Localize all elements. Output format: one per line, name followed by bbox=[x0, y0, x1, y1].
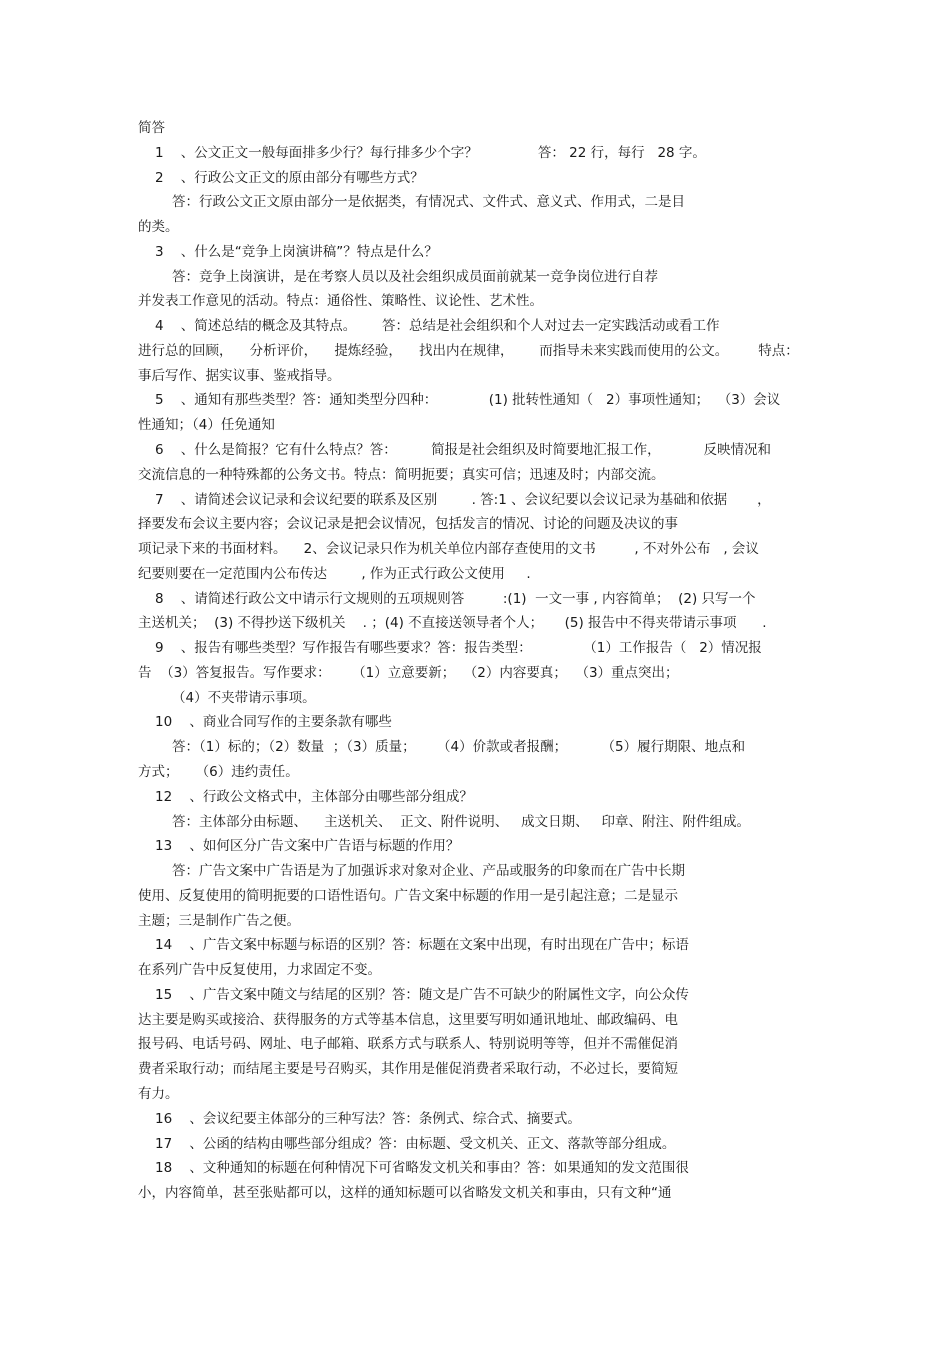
text-line: 3 、什么是“竞争上岗演讲稿”？特点是什么？ bbox=[155, 243, 438, 260]
text-line: 事后写作、据实议事、鉴戒指导。 bbox=[138, 367, 341, 384]
text-line: 8 、请简述行政公文中请示行文规则的五项规则答 :(1) 一文一事 , 内容简单； (2) 只写一个 bbox=[155, 590, 756, 607]
text-line: 14 、广告文案中标题与标语的区别？答：标题在文案中出现，有时出现在广告中；标语 bbox=[155, 937, 689, 954]
text-line: 小，内容简单，甚至张贴都可以，这样的通知标题可以省略发文机关和事由，只有文种“通 bbox=[138, 1185, 672, 1202]
text-line: 6 、什么是简报？它有什么特点？答： 简报是社会组织及时简要地汇报工作， 反映情况和 bbox=[155, 442, 771, 458]
text-line: 答：主体部分由标题、 主送机关、 正文、附件说明、 成文日期、 印章、附注、附件组成。 bbox=[172, 813, 750, 830]
text-line: 主送机关； (3) 不得抄送下级机关 . ；(4) 不直接送领导者个人； (5) 报告中不得夹带请示事项 . bbox=[138, 615, 767, 632]
text-line: 5 、通知有那些类型？答：通知类型分四种： (1) 批转性通知（ 2）事项性通知； （3）会议 bbox=[155, 392, 781, 409]
text-line: 在系列广告中反复使用，力求固定不变。 bbox=[138, 962, 381, 979]
text-line: 告 （3）答复报告。写作要求： （1）立意要新； （2）内容要真； （3）重点突出； bbox=[138, 664, 679, 681]
text-line: 使用、反复使用的简明扼要的口语性语句。广告文案中标题的作用一是引起注意；二是显示 bbox=[138, 887, 678, 904]
text-line: 10 、商业合同写作的主要条款有哪些 bbox=[155, 714, 392, 731]
text-line: 有力。 bbox=[138, 1086, 179, 1103]
text-line: 答：竞争上岗演讲，是在考察人员以及社会组织成员面前就某一竞争岗位进行自荐 bbox=[172, 268, 658, 285]
text-line: 的类。 bbox=[138, 219, 179, 236]
text-line: 12 、行政公文格式中，主体部分由哪些部分组成？ bbox=[155, 788, 473, 805]
text-line: 7 、请简述会议记录和会议纪要的联系及区别 . 答:1 、会议纪要以会议记录为基础和依据 ， bbox=[155, 491, 771, 508]
text-line: 答：广告文案中广告语是为了加强诉求对象对企业、产品或服务的印象而在广告中长期 bbox=[172, 863, 685, 880]
text-line: 2 、行政公文正文的原由部分有哪些方式？ bbox=[155, 169, 424, 186]
text-line: 9 、报告有哪些类型？写作报告有哪些要求？答：报告类型： （1）工作报告（ 2）情况报 bbox=[155, 640, 762, 657]
text-line: 答：（1）标的；（2）数量 ；（3）质量； （4）价款或者报酬； （5）履行期限、地点和 bbox=[172, 739, 746, 756]
text-line: 报号码、电话号码、网址、电子邮箱、联系方式与联系人、特别说明等等，但并不需催促消 bbox=[138, 1036, 678, 1053]
text-line: 15 、广告文案中随文与结尾的区别？答：随文是广告不可缺少的附属性文字，向公众传 bbox=[155, 986, 689, 1003]
section-heading: 简答 bbox=[138, 120, 165, 136]
text-line: 费者采取行动；而结尾主要是号召购买，其作用是催促消费者采取行动，不必过长，要简短 bbox=[138, 1061, 678, 1078]
text-line: 答：行政公文正文原由部分一是依据类，有情况式、文件式、意义式、作用式，二是目 bbox=[172, 194, 685, 211]
text-line: 纪要则要在一定范围内公布传达 , 作为正式行政公文使用 . bbox=[138, 565, 531, 582]
text-line: （4）不夹带请示事项。 bbox=[172, 689, 316, 706]
text-line: 主题；三是制作广告之便。 bbox=[138, 912, 300, 929]
text-line: 并发表工作意见的活动。特点：通俗性、策略性、议论性、艺术性。 bbox=[138, 293, 543, 310]
text-line: 1 、公文正文一般每面排多少行？每行排多少个字？ 答： 22 行，每行 28 字。 bbox=[155, 144, 706, 161]
text-line: 进行总的回顾， 分析评价， 提炼经验， 找出内在规律， 而指导未来实践而使用的公文。 特点： bbox=[138, 342, 799, 359]
text-line: 17 、公函的结构由哪些部分组成？答：由标题、受文机关、正文、落款等部分组成。 bbox=[155, 1135, 676, 1152]
text-line: 18 、文种通知的标题在何种情况下可省略发文机关和事由？答：如果通知的发文范围很 bbox=[155, 1160, 689, 1177]
text-line: 16 、会议纪要主体部分的三种写法？答：条例式、综合式、摘要式。 bbox=[155, 1110, 581, 1127]
text-line: 性通知；（4）任免通知 bbox=[138, 417, 275, 434]
text-line: 项记录下来的书面材料。 2、会议记录只作为机关单位内部存查使用的文书 , 不对外公布 , 会议 bbox=[138, 541, 759, 558]
text-line: 达主要是购买或接洽、获得服务的方式等基本信息，这里要写明如通讯地址、邮政编码、电 bbox=[138, 1011, 678, 1028]
text-line: 13 、如何区分广告文案中广告语与标题的作用？ bbox=[155, 838, 460, 855]
text-line: 4 、简述总结的概念及其特点。 答：总结是社会组织和个人对过去一定实践活动或看工作 bbox=[155, 318, 720, 335]
text-line: 方式； （6）违约责任。 bbox=[138, 764, 299, 781]
text-line: 交流信息的一种特殊都的公务文书。特点：简明扼要；真实可信；迅速及时；内部交流。 bbox=[138, 466, 665, 483]
text-line: 择要发布会议主要内容；会议记录是把会议情况，包括发言的情况、讨论的问题及决议的事 bbox=[138, 516, 678, 533]
